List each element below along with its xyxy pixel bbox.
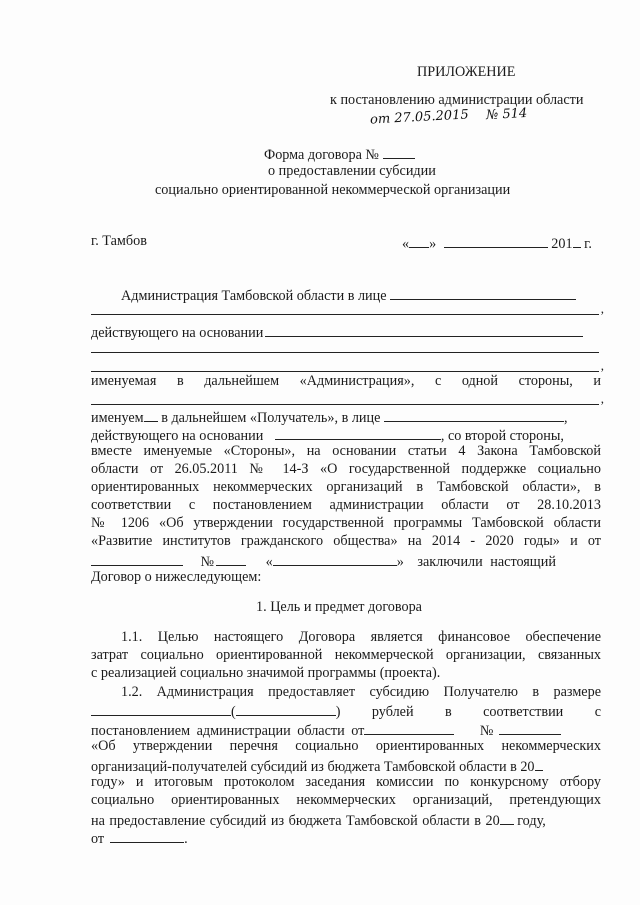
blank-line [91,336,599,353]
parties-line-1: Администрация Тамбовской области в лице [121,285,576,305]
blank-line: , [91,355,599,372]
parties-line-7: области от 26.05.2011 № 14-З «О государственной поддержке социально [91,461,601,477]
parties-line-2: действующего на основании [91,322,583,342]
contract-date: « » 201 г. [402,233,592,253]
handwritten-number: № 514 [485,105,528,124]
blank-line: , [91,388,599,405]
parties-line-3: именуемая в дальнейшем «Администрация», с одной стороны, и [91,373,601,389]
handwritten-date: от 27.05.2015 [369,107,470,128]
clause-1-1-line-1: 1.1. Целью настоящего Договора является финансовое обеспечение [121,629,601,645]
clause-1-2-line-1: 1.2. Администрация предоставляет субсидию Получателю в размере [121,684,601,700]
parties-line-12: № « » заключили настоящий [91,551,556,571]
resolution-reference: к постановлению администрации области [330,92,584,108]
parties-line-4: именуем в дальнейшем «Получатель», в лице , [91,407,568,427]
section-1-heading: 1. Цель и предмет договора [256,599,422,615]
parties-line-8: ориентированных некоммерческих организаций в Тамбовской области», в [91,479,601,495]
parties-line-5: действующего на основании , со второй стороны, [91,425,564,445]
clause-1-2-line-5: организаций-получателей субсидий из бюджета Тамбовской области в 20 [91,756,543,776]
clause-1-2-line-9: от . [91,828,188,848]
parties-line-10: № 1206 «Об утверждении государственной программы Тамбовской области [91,515,601,531]
title-line-1: Форма договора № [264,144,415,164]
appendix-label: ПРИЛОЖЕНИЕ [417,64,516,80]
clause-1-2-line-2: ( ) рублей в соответствии с [91,701,601,721]
clause-1-1-line-3: с реализацией социально значимой программы (проекта). [91,665,441,681]
title-line-2: о предоставлении субсидии [268,163,436,179]
parties-line-13: Договор о нижеследующем: [91,569,262,585]
title-line-3: социально ориентированной некоммерческой организации [155,182,511,198]
clause-1-1-line-2: затрат социально ориентированной некоммерческой организации, связанных [91,647,601,663]
parties-line-11: «Развитие институтов гражданского общества» на 2014 - 2020 годы» и от [91,533,601,549]
parties-line-9: соответствии с постановлением администрации области от 28.10.2013 [91,497,601,513]
clause-1-2-line-7: социально ориентированных некоммерческих организаций, претендующих [91,792,601,808]
clause-1-2-line-6: году» и итоговым протоколом заседания комиссии по конкурсному отбору [91,774,601,790]
city-label: г. Тамбов [91,233,147,249]
parties-line-6: вместе именуемые «Стороны», на основании статьи 4 Закона Тамбовской [91,443,601,459]
clause-1-2-line-4: «Об утверждении перечня социально ориентированных некоммерческих [91,738,601,754]
blank-line: , [91,298,599,315]
clause-1-2-line-8: на предоставление субсидий из бюджета Тамбовской области в 20 году, [91,810,546,830]
clause-1-2-line-3: постановлением администрации области от № [91,720,561,740]
